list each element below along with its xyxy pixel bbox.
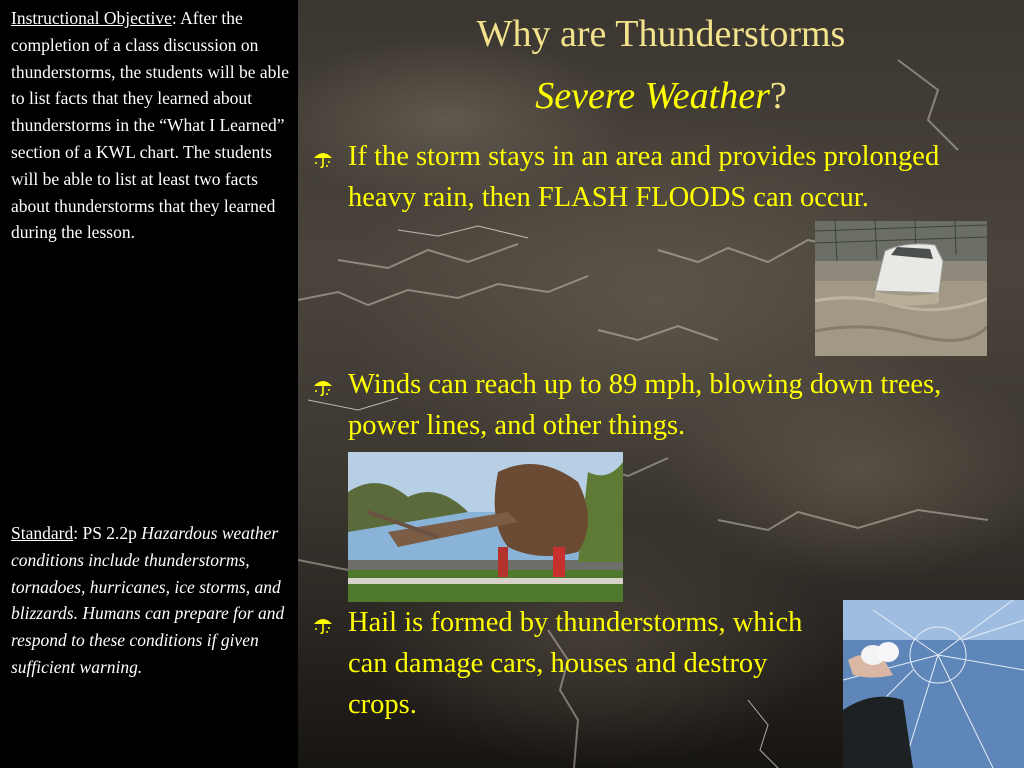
bullet-text: If the storm stays in an area and provides prolonged heavy rain, then FLASH FLOODS can occur. (348, 141, 940, 213)
standard-text: Hazardous weather conditions include thunderstorms, tornadoes, hurricanes, ice storms, and blizzards. Humans can prepare for and respond to these conditions if given sufficient warning. (11, 523, 285, 677)
hail-damage-photo (843, 600, 1024, 768)
slide-subtitle (298, 74, 1024, 118)
instructional-objective (11, 5, 291, 246)
standard-code: : PS 2.2p (73, 523, 142, 543)
umbrella-rain-icon (312, 364, 348, 446)
bullet-flash-floods (312, 136, 972, 218)
bullet-hail (312, 602, 832, 725)
slide-title: Why are Thunderstorms (476, 13, 846, 55)
standard-label: Standard (11, 523, 74, 543)
bullet-text: Hail is formed by thunderstorms, which can damage cars, houses and destroy crops. (348, 607, 803, 720)
subtitle-italic: Severe Weather (535, 75, 770, 117)
bullet-winds (312, 364, 972, 446)
slide (298, 0, 1024, 768)
umbrella-rain-icon (312, 602, 348, 725)
subtitle-question-mark: ? (769, 75, 787, 117)
fallen-tree-photo (348, 452, 623, 602)
flooded-car-photo (815, 221, 987, 356)
standard-note (11, 520, 286, 681)
objective-text: : After the completion of a class discussion on thunderstorms, the students will be able to list facts that they learned about thunderstorms in the “What I Learned” section of a KWL chart. The students will be able to list at least two facts about thunderstorms that they learned during the lesson. (11, 8, 290, 243)
objective-label: Instructional Objective (11, 8, 172, 28)
bullet-text: Winds can reach up to 89 mph, blowing down trees, power lines, and other things. (348, 369, 942, 441)
umbrella-rain-icon (312, 136, 348, 218)
notes-sidebar (0, 0, 298, 768)
